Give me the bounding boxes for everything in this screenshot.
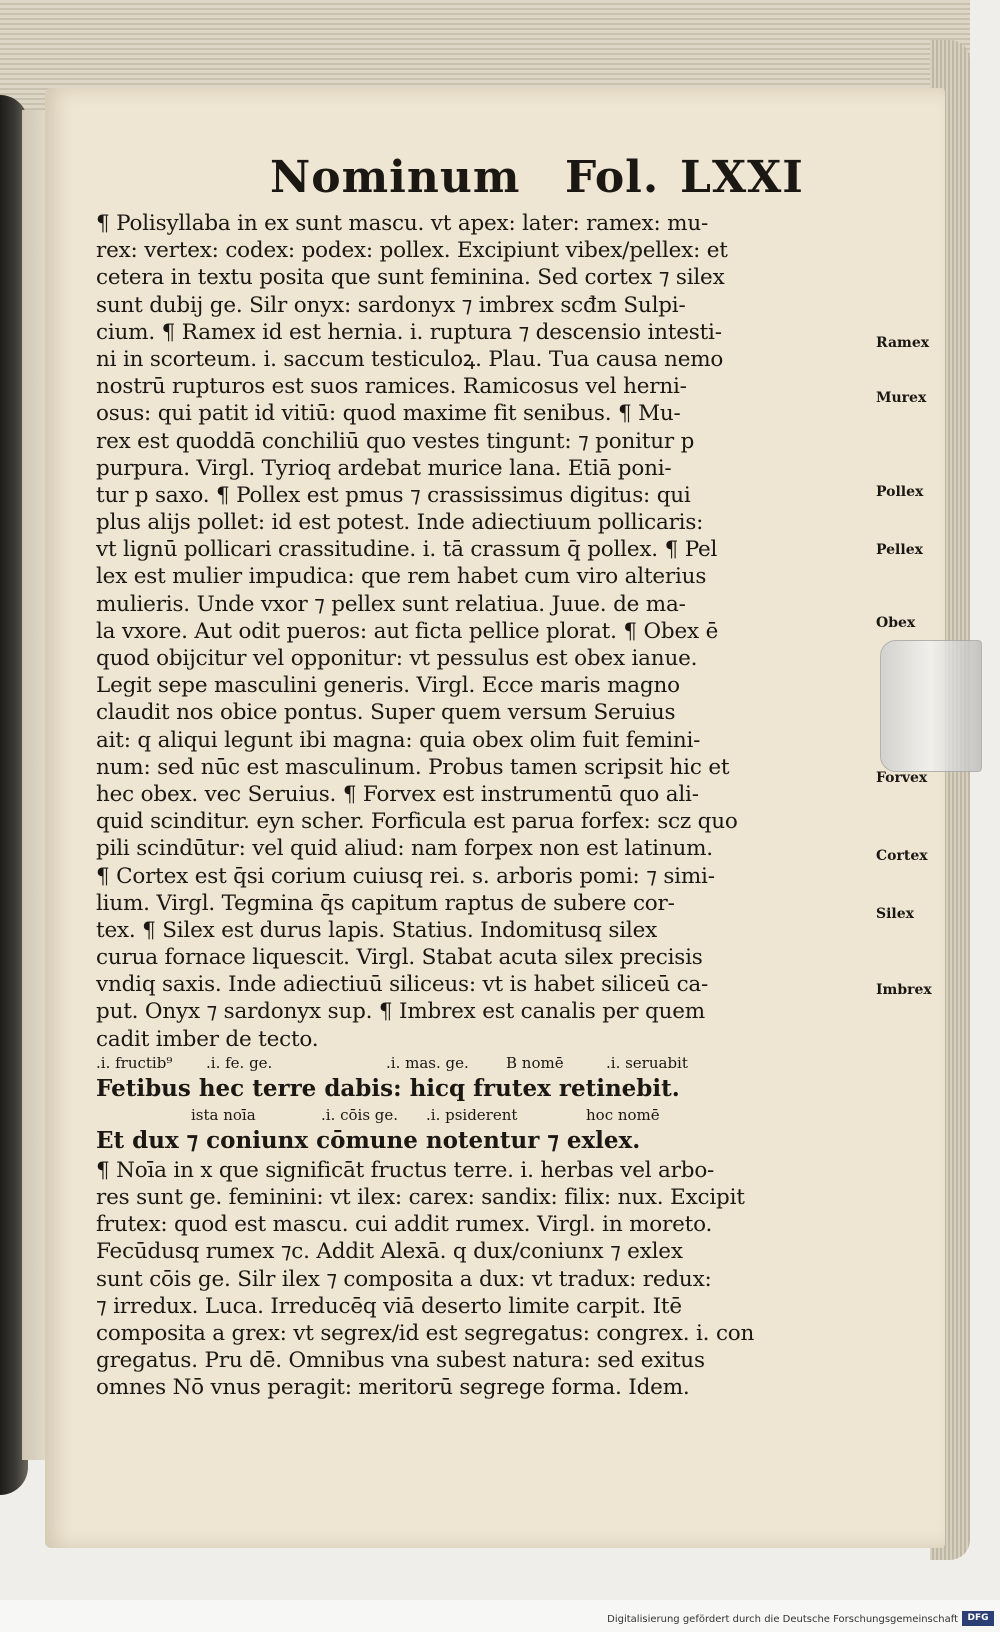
text-line: frutex: quod est mascu. cui addit rumex. Virgl. in moreto. [96, 1212, 713, 1238]
text-line: quod obijcitur vel opponitur: vt pessulus est obex ianue. [96, 646, 698, 671]
text-line: ¶ Polisyllaba in ex sunt mascu. vt apex: later: ramex: mu- [96, 211, 709, 236]
margin-note-silex: Silex [876, 906, 915, 922]
text-line: hec obex. vec Seruius. ¶ Forvex est instrumentū quo ali- [96, 781, 699, 807]
text-line: ni in scorteum. i. saccum testiculoꝝ. Plau. Tua causa nemo [96, 346, 724, 372]
text-line: la vxore. Aut odit pueros: aut ficta pellice plorat. ¶ Obex ē [96, 618, 719, 644]
gloss-word: .i. fe. ge. [206, 1053, 273, 1072]
text-line: tur p saxo. ¶ Pollex est pmus ⁊ crassissimus digitus: qui [96, 482, 691, 508]
gloss-word: .i. psiderent [426, 1105, 518, 1124]
margin-note-obex: Obex [876, 615, 916, 631]
margin-note-ramex: Ramex [876, 335, 930, 351]
page-clip [880, 640, 982, 772]
text-line: gregatus. Pru dē. Omnibus vna subest natura: sed exitus [96, 1348, 705, 1374]
running-title: Nominum [270, 152, 521, 203]
funding-credit: Digitalisierung gefördert durch die Deutsche Forschungsgemeinschaft [607, 1614, 958, 1625]
text-line: tex. ¶ Silex est durus lapis. Statius. Indomitusq silex [96, 917, 658, 943]
text-line: nostrū rupturos est suos ramices. Ramicosus vel herni- [96, 374, 687, 400]
gloss-word: hoc nomē [586, 1105, 660, 1124]
text-line: rex est quoddā conchiliū quo vestes tingunt: ⁊ ponitur p [96, 428, 695, 454]
text-line: cetera in textu posita que sunt feminina. Sed cortex ⁊ silex [96, 265, 725, 291]
text-line: ait: q aliqui legunt ibi magna: quia obex olim fuit femini- [96, 727, 701, 753]
margin-note-murex: Murex [876, 390, 927, 406]
text-line: ¶ Noīa in x que significāt fructus terre. i. herbas vel arbo- [96, 1157, 715, 1183]
text-line: plus alijs pollet: id est potest. Inde adiectiuum pollicaris: [96, 510, 704, 536]
page-header [270, 152, 830, 212]
paragraph-2 [96, 1157, 776, 1402]
gloss-word: .i. seruabit [606, 1053, 688, 1072]
text-line: vt lignū pollicari crassitudine. i. tā crassum q̄ pollex. ¶ Pel [96, 537, 718, 563]
text-line: sunt cōis ge. Silr ilex ⁊ composita a dux: vt tradux: redux: [96, 1266, 712, 1292]
gloss-word: .i. fructib⁹ [96, 1053, 173, 1072]
text-line: sunt dubij ge. Silr onyx: sardonyx ⁊ imbrex scđm Sulpi- [96, 292, 686, 318]
margin-note-imbrex: Imbrex [876, 982, 932, 998]
text-line: Fecūdusq rumex ⁊c. Addit Alexā. q dux/coniunx ⁊ exlex [96, 1239, 683, 1265]
interlinear-gloss-2 [96, 1105, 776, 1125]
text-line: pili scindūtur: vel quid aliud: nam forpex non est latinum. [96, 836, 713, 862]
verse-line-1: Fetibus hec terre dabis: hicq frutex retinebit. [96, 1074, 680, 1102]
gloss-word: ista noīa [191, 1105, 256, 1124]
verse-line-2: Et dux ⁊ coniunx cōmune notentur ⁊ exlex. [96, 1126, 641, 1154]
margin-note-pellex: Pellex [876, 542, 923, 558]
gloss-word: B nomē [506, 1053, 564, 1072]
text-line: Legit sepe masculini generis. Virgl. Ecce maris magno [96, 673, 680, 699]
text-line: ¶ Cortex est q̄si corium cuiusq rei. s. arboris pomi: ⁊ simi- [96, 863, 715, 889]
text-block [96, 210, 932, 1402]
text-line: purpura. Virgl. Tyrioq ardebat murice lana. Etiā poni- [96, 455, 672, 481]
margin-note-cortex: Cortex [876, 848, 928, 864]
text-line: composita a grex: vt segrex/id est segregatus: congrex. i. con [96, 1320, 755, 1346]
text-line: cadit imber de tecto. [96, 1026, 319, 1052]
text-line: lex est mulier impudica: que rem habet cum viro alterius [96, 564, 707, 590]
margin-note-forvex: Forvex [876, 770, 928, 786]
paragraph-1 [96, 210, 776, 1053]
dfg-logo: DFG [962, 1611, 994, 1626]
text-line: cium. ¶ Ramex id est hernia. i. ruptura ⁊ descensio intesti- [96, 319, 722, 345]
text-line: mulieris. Unde vxor ⁊ pellex sunt relatiua. Juue. de ma- [96, 591, 686, 617]
text-line: quid scinditur. eyn scher. Forficula est parua forfex: scz quo [96, 809, 738, 835]
folio-number: LXXI [680, 152, 804, 203]
text-line: omnes Nō vnus peragit: meritorū segrege forma. Idem. [96, 1375, 690, 1401]
text-line: curua fornace liquescit. Virgl. Stabat acuta silex precisis [96, 945, 703, 971]
gloss-word: .i. mas. ge. [386, 1053, 469, 1072]
gloss-word: .i. cōis ge. [321, 1105, 399, 1124]
text-line: res sunt ge. feminini: vt ilex: carex: sandix: filix: nux. Excipit [96, 1185, 745, 1210]
text-line: osus: qui patit id vitiū: quod maxime fit senibus. ¶ Mu- [96, 401, 681, 427]
text-line: ⁊ irredux. Luca. Irreducēq viā deserto limite carpit. Itē [96, 1293, 682, 1319]
text-line: rex: vertex: codex: podex: pollex. Excipiunt vibex/pellex: et [96, 238, 728, 264]
text-line: lium. Virgl. Tegmina q̄s capitum raptus de subere cor- [96, 890, 675, 916]
folio-label: Fol. [565, 152, 660, 203]
interlinear-gloss-1 [96, 1053, 776, 1073]
text-line: vndiq saxis. Inde adiectiuū siliceus: vt is habet siliceū ca- [96, 972, 709, 998]
margin-note-pollex: Pollex [876, 484, 924, 500]
text-line: put. Onyx ⁊ sardonyx sup. ¶ Imbrex est canalis per quem [96, 999, 705, 1025]
text-line: claudit nos obice pontus. Super quem versum Seruius [96, 700, 676, 726]
text-line: num: sed nūc est masculinum. Probus tamen scripsit hic et [96, 754, 730, 780]
